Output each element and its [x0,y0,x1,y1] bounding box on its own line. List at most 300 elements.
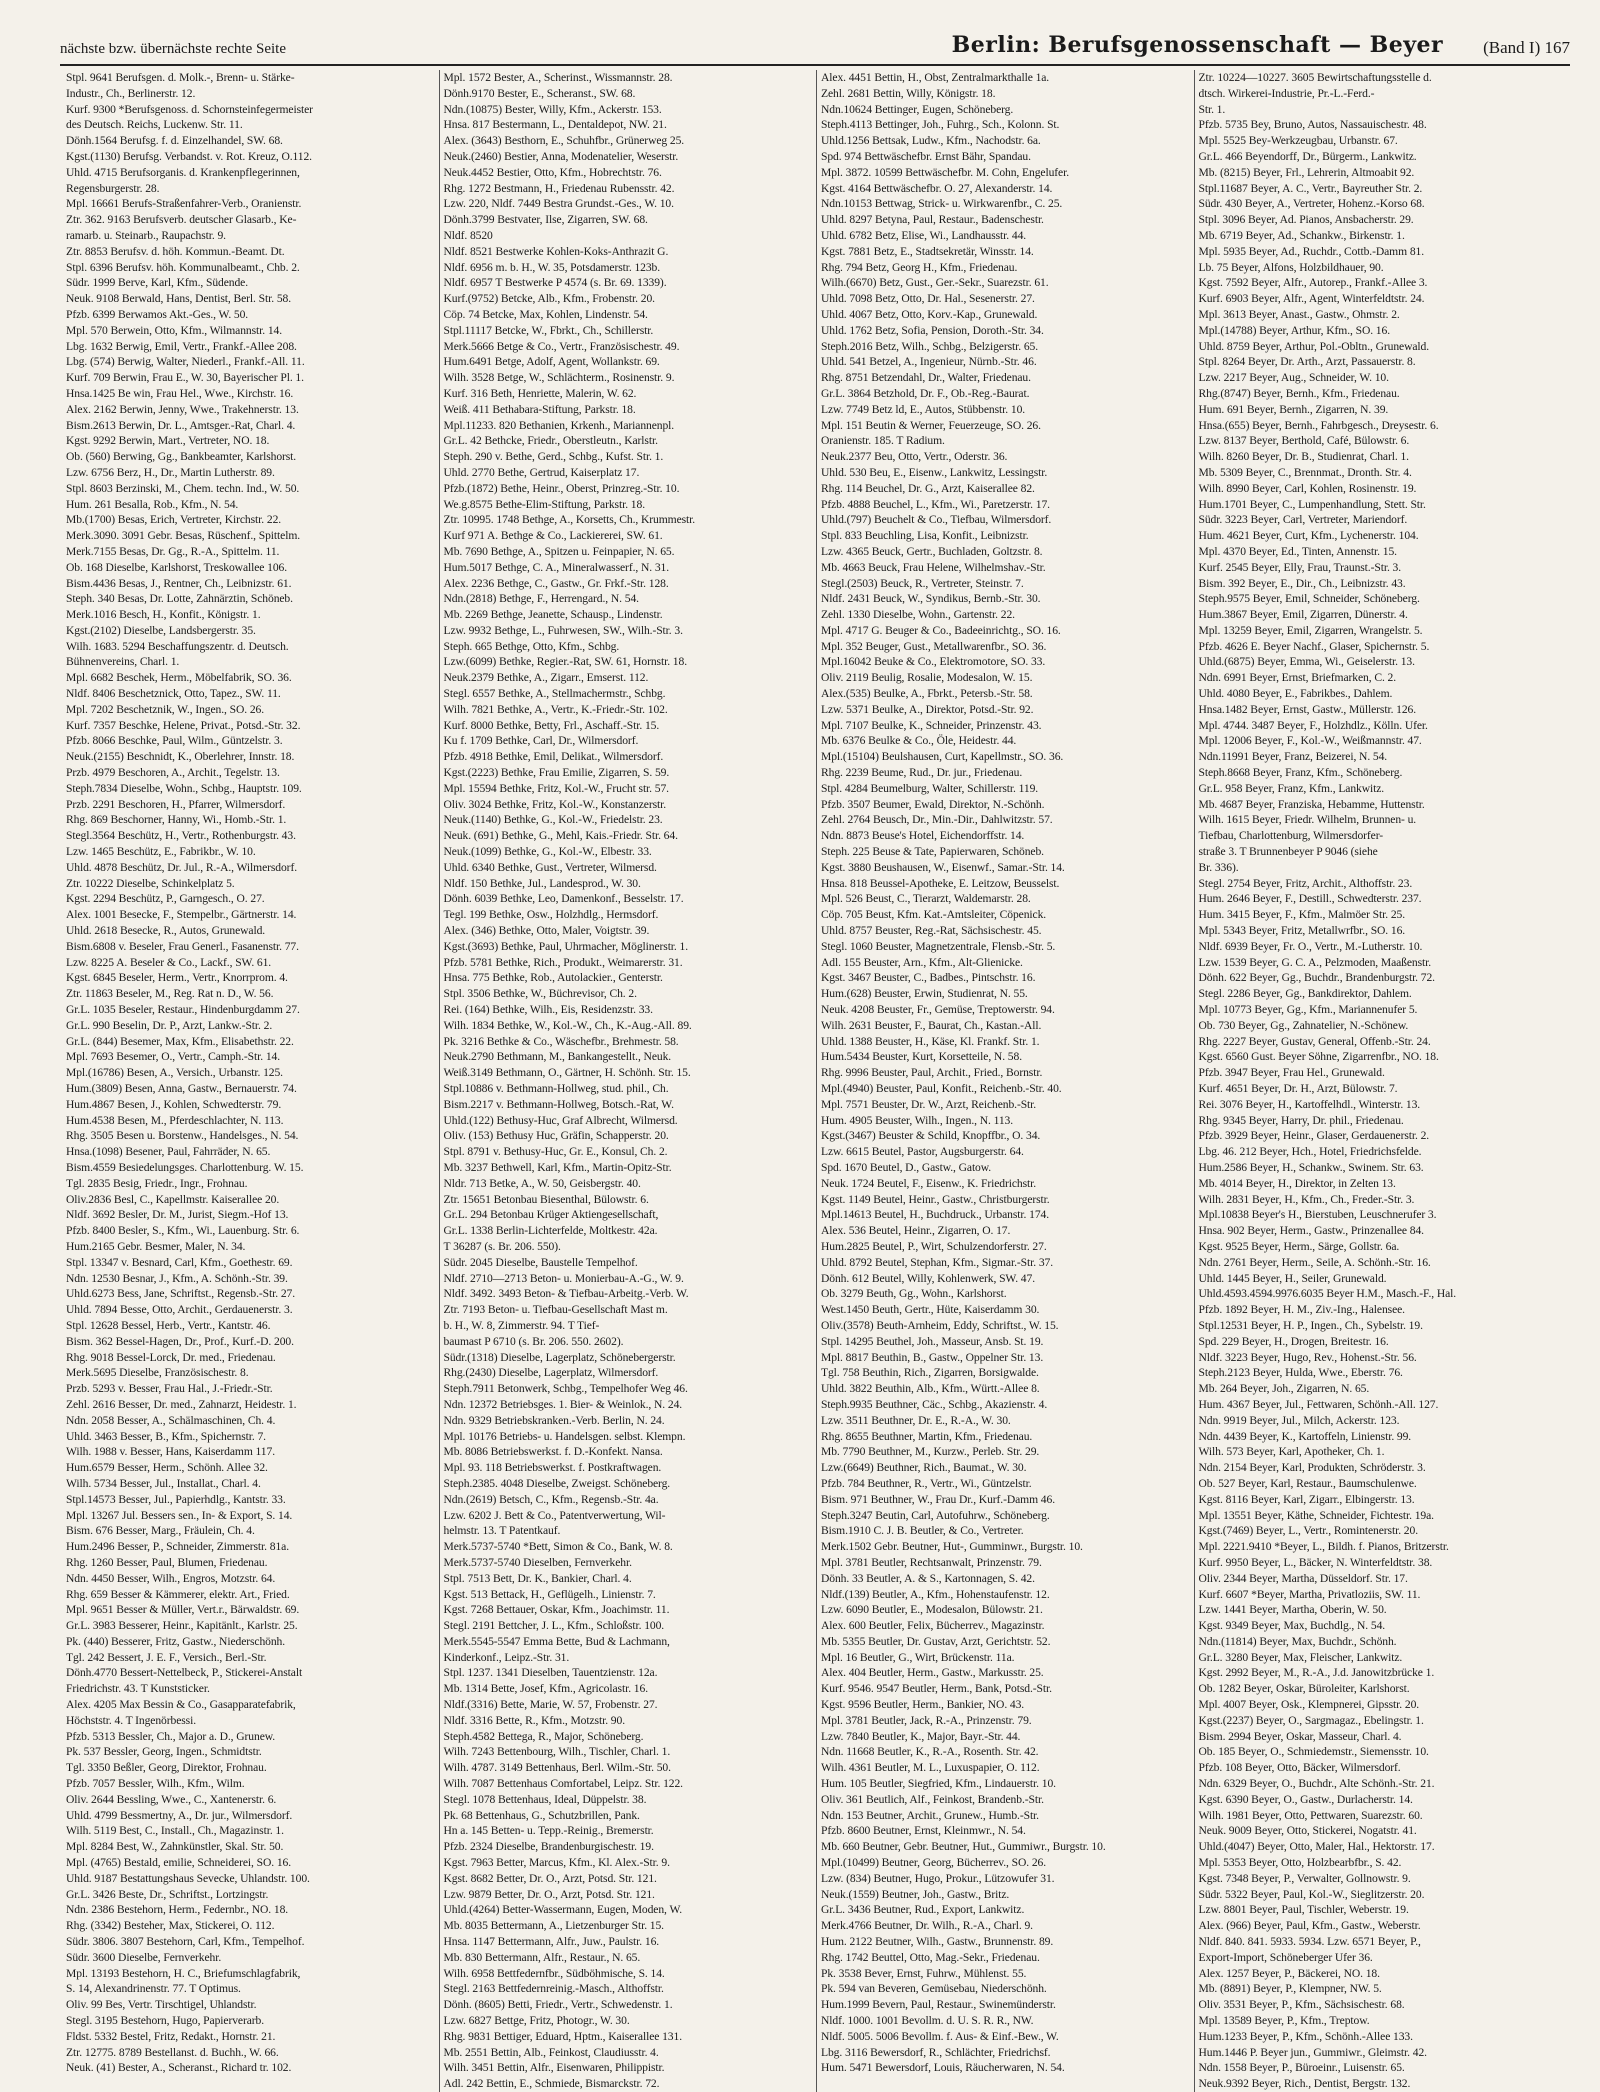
directory-entry: Dönh. 33 Beutler, A. & S., Kartonnagen, S. 42. [821,1571,1035,1585]
directory-entry: Pk. 68 Bettenhaus, G., Schutzbrillen, Pank. [443,1808,640,1822]
directory-entry: Rhg. 2239 Beume, Rud., Dr. jur., Friedenau. [821,766,1023,780]
directory-entry: Uhld. 4878 Beschütz, Dr. Jul., R.-A., Wilmersdorf. [66,860,298,874]
directory-entry: Przb. 4979 Beschoren, A., Archit., Tegelstr. 13. [66,766,280,780]
directory-entry: Oliv. 99 Bes, Vertr. Tirschtigel, Uhlandstr. [66,1998,257,2012]
directory-entry: Lzw. 4365 Beuck, Gertr., Buchladen, Goltzstr. 8. [821,544,1043,558]
directory-entry: Weiß.3149 Bethmann, O., Gärtner, H. Schönh. Str. 15. [443,1066,691,1080]
directory-entry: Ztr. 10995. 1748 Bethge, A., Korsetts, Ch., Krummestr. [443,513,696,527]
directory-entry: Mpl. 13267 Jul. Bessers sen., In- & Export, S. 14. [66,1508,293,1522]
directory-entry: Alex. (3643) Besthorn, E., Schuhfbr., Grünerweg 25. [443,134,685,148]
directory-entry: Ndn. 2058 Besser, A., Schälmaschinen, Ch. 4. [66,1413,276,1427]
directory-entry: Nldf. 5005. 5006 Bevollm. f. Aus- & Einf.-Bew., W. [821,2029,1059,2043]
directory-entry: Ztr. 10222 Dieselbe, Schinkelplatz 5. [66,876,235,890]
directory-entry: Kurf. 9546. 9547 Beutler, Herm., Bank, Potsd.-Str. [821,1682,1052,1696]
directory-entry: Lzw. 220, Nldf. 7449 Bestra Grundst.-Ges., W. 10. [443,197,674,211]
directory-entry: Ndn. 2386 Bestehorn, Herm., Federnbr., NO. 18. [66,1903,289,1917]
directory-entry: Kurf.(9752) Betcke, Alb., Kfm., Frobenstr. 20. [443,292,655,306]
directory-entry: Stpl. 8791 v. Bethusy-Huc, Gr. E., Konsul, Ch. 2. [443,1145,668,1159]
directory-entry: b. H., W. 8, Zimmerstr. 94. T Tief- [443,1318,600,1332]
directory-entry: Mpl. 9651 Besser & Müller, Vert.r., Bärwaldstr. 69. [66,1603,300,1617]
directory-entry: Nldf. 6957 T Bestwerke P 4574 (s. Br. 69. 1339). [443,276,667,290]
directory-entry: Hum.5434 Beuster, Kurt, Korsetteile, N. 58. [821,1050,1022,1064]
directory-entry: Uhld. 3822 Beuthin, Alb., Kfm., Württ.-Allee 8. [821,1382,1040,1396]
directory-entry: Neuk. 4208 Beuster, Fr., Gemüse, Treptowerstr. 94. [821,1003,1055,1017]
directory-entry: Steph. 225 Beuse & Tate, Papierwaren, Schöneb. [821,845,1044,859]
directory-entry: Stegl. 2191 Bettcher, J. L., Kfm., Schloßstr. 100. [443,1619,665,1633]
directory-entry: Wilh. 2631 Beuster, F., Baurat, Ch., Kastan.-All. [821,1018,1042,1032]
directory-entry: Pfzb. 4626 E. Beyer Nachf., Glaser, Spichernstr. 5. [1198,639,1430,653]
directory-entry: Hum. 2122 Beutner, Wilh., Gastw., Brunnenstr. 89. [821,1935,1054,1949]
directory-entry: Mpl. 4007 Beyer, Osk., Klempnerei, Gipsstr. 20. [1198,1698,1420,1712]
directory-entry: Kgst. 2294 Beschütz, P., Garngesch., O. 27. [66,892,265,906]
directory-entry: Neuk. (691) Bethke, G., Mehl, Kais.-Friedr. Str. 64. [443,829,678,843]
directory-entry: Nldf. 150 Bethke, Jul., Landesprod., W. 30. [443,876,641,890]
directory-entry: Spd. 1670 Beutel, D., Gastw., Gatow. [821,1160,992,1174]
directory-entry: ramarb. u. Steinarb., Raupachstr. 9. [66,228,226,242]
directory-entry: Uhld.1256 Bettsak, Ludw., Kfm., Nachodstr. 6a. [821,134,1041,148]
directory-entry: Bism.4436 Besas, J., Rentner, Ch., Leibnizstr. 61. [66,576,292,590]
directory-entry: Pfzb. 8066 Beschke, Paul, Wilm., Güntzelstr. 3. [66,734,283,748]
directory-entry: Neuk.2379 Bethke, A., Zigarr., Emserst. 112. [443,671,649,685]
directory-entry: Kgst. 6560 Gust. Beyer Söhne, Zigarrenfbr., NO. 18. [1198,1050,1439,1064]
directory-entry: Steph. 665 Bethge, Otto, Kfm., Schbg. [443,639,620,653]
directory-entry: Pfzb. 108 Beyer, Otto, Bäcker, Wilmersdorf. [1198,1761,1401,1775]
directory-entry: Mpl. 7571 Beuster, Dr. W., Arzt, Reichenb.-Str. [821,1097,1037,1111]
directory-entry: Ztr. 7193 Beton- u. Tiefbau-Gesellschaft Mast m. [443,1303,668,1317]
directory-entry: Bism. 971 Beuthner, W., Frau Dr., Kurf.-Damm 46. [821,1492,1055,1506]
directory-entry: Kgst. 7963 Better, Marcus, Kfm., Kl. Alex.-Str. 9. [443,1856,670,1870]
directory-entry: Stegl.(2503) Beuck, R., Vertreter, Steinstr. 7. [821,576,1024,590]
directory-entry: Rhg. 794 Betz, Georg H., Kfm., Friedenau. [821,260,1018,274]
directory-entry: Lzw. 6756 Berz, H., Dr., Martin Lutherstr. 89. [66,465,275,479]
directory-entry: Ztr. 10224—10227. 3605 Bewirtschaftungsstelle d. [1198,71,1432,84]
directory-entry: Zehl. 2616 Besser, Dr. med., Zahnarzt, Heidestr. 1. [66,1397,297,1411]
directory-entry: Przb. 5293 v. Besser, Frau Hal., J.-Friedr.-Str. [66,1382,273,1396]
directory-entry: Uhld. 7894 Besse, Otto, Archit., Gerdauenerstr. 3. [66,1303,293,1317]
directory-entry: Hum.6579 Besser, Herm., Schönh. Allee 32. [66,1461,268,1475]
directory-entry: Pfzb. 2324 Dieselbe, Brandenburgischestr. 19. [443,1840,654,1854]
directory-entry: Ztr. 15651 Betonbau Biesenthal, Bülowstr. 6. [443,1192,649,1206]
directory-entry: Mb. 5309 Beyer, C., Brennmat., Dronth. Str. 4. [1198,465,1412,479]
directory-entry: Stegl. 3195 Bestehorn, Hugo, Papierverarb. [66,2014,265,2028]
directory-entry: Tgl. 2835 Besig, Friedr., Ingr., Frohnau. [66,1176,248,1190]
directory-entry: Nldf. 3223 Beyer, Hugo, Rev., Hohenst.-Str. 56. [1198,1350,1417,1364]
directory-entry: Gr.L. 294 Betonbau Krüger Aktiengesellschaft, [443,1208,659,1222]
directory-entry: Mpl. 16 Beutler, G., Wirt, Brückenstr. 11a. [821,1650,1015,1664]
directory-entry: Ku f. 1709 Bethke, Carl, Dr., Wilmersdorf. [443,734,639,748]
directory-entry: Hum.4867 Besen, J., Kohlen, Schwedterstr. 79. [66,1097,282,1111]
directory-entry: Stegl. 1078 Bettenhaus, Ideal, Düppelstr. 38. [443,1792,647,1806]
directory-entry: Gr.L. 466 Beyendorff, Dr., Bürgerm., Lankwitz. [1198,149,1417,163]
directory-entry: Ob. (560) Berwing, Gg., Bankbeamter, Karlshorst. [66,450,297,464]
directory-entry: Mpl. (4765) Bestald, emilie, Schneiderei, SO. 16. [66,1856,292,1870]
directory-entry: Stpl. 3506 Bethke, W., Büchrevisor, Ch. 2. [443,987,637,1001]
directory-entry: Wilh. 1615 Beyer, Friedr. Wilhelm, Brunnen- u. [1198,813,1417,827]
directory-entry: Tiefbau, Charlottenburg, Wilmersdorfer- [1198,829,1384,843]
directory-entry: Ndn.(2818) Bethge, F., Herrengard., N. 54. [443,592,639,606]
directory-entry: Steph.3247 Beutin, Carl, Autofuhrw., Schöneberg. [821,1508,1050,1522]
directory-entry: Alex. (346) Bethke, Otto, Maler, Voigtstr. 39. [443,924,650,938]
directory-entry: Kgst. 9596 Beutler, Herm., Bankier, NO. 43. [821,1698,1025,1712]
directory-entry: Mpl. 12006 Beyer, F., Kol.-W., Weißmannstr. 47. [1198,734,1422,748]
directory-entry: Hum.1233 Beyer, P., Kfm., Schönh.-Allee 133. [1198,2029,1413,2043]
directory-entry: Kurf. 9950 Beyer, L., Bäcker, N. Winterfeldtstr. 38. [1198,1555,1433,1569]
directory-entry: Hum.3867 Beyer, Emil, Zigarren, Dünerstr. 4. [1198,608,1408,622]
directory-entry: Nldf. 8521 Bestwerke Kohlen-Koks-Anthrazit G. [443,244,669,258]
directory-entry: Oliv.(3578) Beuth-Arnheim, Eddy, Schriftst., W. 15. [821,1318,1059,1332]
directory-entry: Kgst. 1149 Beutel, Heinr., Gastw., Christburgerstr. [821,1192,1050,1206]
directory-entry: Uhld. 541 Betzel, A., Ingenieur, Nürnb.-Str. 46. [821,355,1037,369]
directory-entry: Uhld.6273 Bess, Jane, Schriftst., Regensb.-Str. 27. [66,1287,296,1301]
directory-entry: Gr.L. 1338 Berlin-Lichterfelde, Moltkestr. 42a. [443,1224,658,1238]
directory-entry: Hum.5017 Bethge, C. A., Mineralwasserf., N. 31. [443,560,670,574]
directory-entry: Pfzb. 4918 Bethke, Emil, Delikat., Wilmersdorf. [443,750,664,764]
directory-entry: Wilh. 3528 Betge, W., Schlächterm., Rosinenstr. 9. [443,371,675,385]
directory-entry: Stegl. 6557 Bethke, A., Stellmachermstr., Schbg. [443,687,666,701]
directory-entry: Kurf. 6607 *Beyer, Martha, Privatloziis, SW. 11. [1198,1587,1421,1601]
directory-entry: Kgst. 7881 Betz, E., Stadtsekretär, Winsstr. 14. [821,244,1034,258]
page-reference [1483,38,1570,58]
directory-entry: Cöp. 705 Beust, Kfm. Kat.-Amtsleiter, Cöpenick. [821,908,1047,922]
directory-entry: Mb. 4663 Beuck, Frau Helene, Wilhelmshav.-Str. [821,560,1046,574]
directory-entry: Zehl. 2764 Beusch, Dr., Min.-Dir., Dahlwitzstr. 57. [821,813,1053,827]
directory-entry: Hum.(3809) Besen, Anna, Gastw., Bernauerstr. 74. [66,1082,297,1095]
directory-entry: Kurf. 2545 Beyer, Elly, Frau, Traunst.-Str. 3. [1198,560,1402,574]
directory-entry: Lzw. 3511 Beuthner, Dr. E., R.-A., W. 30. [821,1413,1011,1427]
directory-entry: baumast P 6710 (s. Br. 206. 550. 2602). [443,1334,624,1348]
directory-entry: Ndn. 4439 Beyer, K., Kartoffeln, Linienstr. 99. [1198,1429,1412,1443]
directory-entry: Ndn. 1558 Beyer, P., Büroeinr., Luisenstr. 65. [1198,2061,1405,2075]
directory-entry: Hnsa.(1098) Besener, Paul, Fahrräder, N. 65. [66,1145,271,1159]
directory-entry: Rhg. (3342) Besteher, Max, Stickerei, O. 112. [66,1919,275,1933]
directory-entry: Br. 336). [1198,860,1239,874]
directory-entry: Uhld. 9187 Bestattungshaus Sevecke, Uhlandstr. 100. [66,1871,310,1885]
directory-entry: Stpl. 13347 v. Besnard, Carl, Kfm., Goethestr. 69. [66,1255,293,1269]
directory-entry: Alex. 1257 Beyer, P., Bäckerei, NO. 18. [1198,1966,1380,1980]
directory-entry: Pfzb. 784 Beuthner, R., Vertr., Wi., Güntzelstr. [821,1476,1032,1490]
directory-entry: Lzw. 1465 Beschütz, E., Fabrikbr., W. 10. [66,845,256,859]
directory-entry: Mpl. 5343 Beyer, Fritz, Metallwrfbr., SO. 16. [1198,924,1406,938]
directory-entry: Gr.L. 3426 Beste, Dr., Schriftst., Lortzingstr. [66,1887,269,1901]
directory-entry: Nldf. 3692 Besler, Dr. M., Jurist, Siegm.-Hof 13. [66,1208,289,1222]
directory-entry: Mpl. 4370 Beyer, Ed., Tinten, Annenstr. 15. [1198,544,1397,558]
directory-entry: Uhld. 530 Beu, E., Eisenw., Lankwitz, Lessingstr. [821,465,1048,479]
directory-entry: Lbg. 46. 212 Beyer, Hch., Hotel, Friedrichsfelde. [1198,1145,1422,1159]
directory-entry: Pfzb. 3507 Beumer, Ewald, Direktor, N.-Schönh. [821,797,1045,811]
directory-entry: Pk. 3216 Bethke & Co., Wäschefbr., Brehmestr. 58. [443,1034,679,1048]
directory-entry: Uhld. 6782 Betz, Elise, Wi., Landhausstr. 44. [821,228,1027,242]
directory-entry: Hum.6491 Betge, Adolf, Agent, Wollankstr. 69. [443,355,660,369]
directory-entry: Dönh. 622 Beyer, Gg., Buchdr., Brandenburgstr. 72. [1198,971,1435,985]
directory-entry: Stpl. 14295 Beuthel, Joh., Masseur, Ansb. St. 19. [821,1334,1044,1348]
directory-entry: Mpl.(15104) Beulshausen, Curt, Kapellmstr., SO. 36. [821,750,1064,764]
directory-entry: Hnsa. 818 Beussel-Apotheke, E. Leitzow, Beusselst. [821,876,1060,890]
directory-entry: Uhld. 4080 Beyer, E., Fabrikbes., Dahlem. [1198,687,1393,701]
directory-entry: Mb. 8035 Bettermann, A., Lietzenburger Str. 15. [443,1919,664,1933]
directory-entry: Nldf. 3492. 3493 Beton- & Tiefbau-Arbeitg.-Verb. W. [443,1287,689,1301]
directory-entry: Mpl.16042 Beuke & Co., Elektromotore, SO. 33. [821,655,1046,669]
directory-entry: Südr. 1999 Berve, Karl, Kfm., Südende. [66,276,248,290]
directory-entry: Kurf. 4651 Beyer, Dr. H., Arzt, Bülowstr. 7. [1198,1082,1398,1095]
directory-entry: Uhld. 2770 Bethe, Gertrud, Kaiserplatz 17. [443,465,640,479]
directory-entry: Mpl. 13193 Bestehorn, H. C., Briefumschlagfabrik, [66,1966,301,1980]
header-right-group [952,32,1570,58]
directory-entry: Lzw. 9879 Better, Dr. O., Arzt, Potsd. Str. 121. [443,1887,655,1901]
directory-entry: Stegl. 2163 Bettfedernreinig.-Masch., Althoffstr. [443,1982,664,1996]
directory-entry: Mpl. 3781 Beutler, Jack, R.-A., Prinzenstr. 79. [821,1713,1032,1727]
directory-entry: Ndn. 12372 Betriebsges. 1. Bier- & Weinlok., N. 24. [443,1397,683,1411]
directory-entry: Wilh. 2831 Beyer, H., Kfm., Ch., Freder.-Str. 3. [1198,1192,1415,1206]
directory-entry: Dönh. 6039 Bethke, Leo, Damenkonf., Besselstr. 17. [443,892,684,906]
directory-entry: Lzw. 1441 Beyer, Martha, Oberin, W. 50. [1198,1603,1387,1617]
directory-entry: Mb. 7790 Beuthner, M., Kurzw., Perleb. Str. 29. [821,1445,1040,1459]
directory-entry: Hum. 2646 Beyer, F., Destill., Schwedterstr. 237. [1198,892,1422,906]
directory-entry: Rhg. 869 Beschorner, Hanny, Wi., Homb.-Str. 1. [66,813,287,827]
directory-entry: Rhg. 114 Beuchel, Dr. G., Arzt, Kaiserallee 82. [821,481,1035,495]
directory-entry: Nldf. 6939 Beyer, Fr. O., Vertr., M.-Lutherstr. 10. [1198,939,1423,953]
directory-entry: Alex. 600 Beutler, Felix, Bücherrev., Magazinstr. [821,1619,1045,1633]
directory-entry: Stpl.12531 Beyer, H. P., Ingen., Ch., Sybelstr. 19. [1198,1318,1423,1332]
directory-entry: Zehl. 1330 Dieselbe, Wohn., Gartenstr. 22. [821,608,1015,622]
directory-entry: Lzw. 8801 Beyer, Paul, Tischler, Weberstr. 19. [1198,1903,1409,1917]
directory-entry: Mpl. 5935 Beyer, Ad., Ruchdr., Cottb.-Damm 81. [1198,244,1425,258]
directory-entry: Wilh. 1834 Bethke, W., Kol.-W., Ch., K.-Aug.-All. 89. [443,1018,692,1032]
directory-entry: Lzw. 6615 Beutel, Pastor, Augsburgerstr. 64. [821,1145,1024,1159]
directory-entry: Uhld. 1388 Beuster, H., Käse, Kl. Frankf. Str. 1. [821,1034,1040,1048]
directory-entry: Kurf. 316 Beth, Henriette, Malerin, W. 62. [443,386,637,400]
directory-entry: Tgl. 758 Beuthin, Rich., Zigarren, Borsigwalde. [821,1366,1039,1380]
directory-entry: Kgst. 513 Bettack, H., Geflügelh., Linienstr. 7. [443,1587,656,1601]
directory-entry: Merk.5695 Dieselbe, Französischestr. 8. [66,1366,249,1380]
directory-entry: Mb. 4014 Beyer, H., Direktor, in Zelten 13. [1198,1176,1396,1190]
directory-entry: Neuk. 9009 Beyer, Otto, Stickerei, Nogatstr. 41. [1198,1824,1417,1838]
directory-entry: Regensburgerstr. 28. [66,181,160,195]
directory-entry: Gr.L. 3436 Beutner, Rud., Export, Lankwitz. [821,1903,1025,1917]
directory-entry: Ndn. 8873 Beuse's Hotel, Eichendorffstr. 14. [821,829,1025,843]
directory-entry: Mpl. 10773 Beyer, Gg., Kfm., Mariannenufer 5. [1198,1003,1418,1017]
column-1 [62,70,440,2092]
directory-entry: Mb. 2551 Bettin, Alb., Feinkost, Claudiusstr. 4. [443,2045,659,2059]
directory-entry: Uhld.(4264) Better-Wassermann, Eugen, Moden, W. [443,1903,683,1917]
directory-entry: Lzw. 5371 Beulke, A., Direktor, Potsd.-Str. 92. [821,702,1034,716]
directory-entry: Pfzb. 8600 Beutner, Ernst, Kleinmwr., N. 54. [821,1824,1026,1838]
directory-entry: Ndn.(10875) Bester, Willy, Kfm., Ackerstr. 153. [443,102,662,116]
directory-entry: Steph.8668 Beyer, Franz, Kfm., Schöneberg. [1198,766,1403,780]
directory-entry: Neuk.4452 Bestier, Otto, Kfm., Hobrechtstr. 76. [443,165,662,179]
directory-entry: Pk. 537 Bessler, Georg, Ingen., Schmidtstr. [66,1745,262,1759]
directory-entry: We.g.8575 Bethe-Elim-Stiftung, Parkstr. 18. [443,497,645,511]
directory-entry: Mpl. 3781 Beutler, Rechtsanwalt, Prinzenstr. 79. [821,1555,1042,1569]
directory-entry: Bism. 676 Besser, Marg., Fräulein, Ch. 4. [66,1524,255,1538]
directory-entry: Steph. 340 Besas, Dr. Lotte, Zahnärztin, Schöneb. [66,592,293,606]
directory-entry: Merk.5737-5740 Dieselben, Fernverkehr. [443,1555,632,1569]
directory-entry: Lzw. 7840 Beutler, K., Major, Bayr.-Str. 44. [821,1729,1021,1743]
directory-entry: Kgst. 8116 Beyer, Karl, Zigarr., Elbingerstr. 13. [1198,1492,1415,1506]
directory-entry: Uhld. 1762 Betz, Sofia, Pension, Doroth.-Str. 34. [821,323,1044,337]
directory-entry: Lbg. 1632 Berwig, Emil, Vertr., Frankf.-Allee 208. [66,339,297,353]
directory-entry: Mb. 1314 Bette, Josef, Kfm., Agricolastr. 16. [443,1682,648,1696]
directory-entry: Höchststr. 4. T Ingenörbessi. [66,1713,196,1727]
directory-entry: Wilh. 5119 Best, C., Install., Ch., Magazinstr. 1. [66,1824,284,1838]
directory-entry: Mpl. 15594 Bethke, Fritz, Kol.-W., Frucht str. 57. [443,781,669,795]
directory-entry: Pfzb. 1892 Beyer, H. M., Ziv.-Ing., Halensee. [1198,1303,1405,1317]
directory-entry: Wilh. 4361 Beutler, M. L., Luxuspapier, O. 112. [821,1761,1040,1775]
directory-entry: Bism. 362 Bessel-Hagen, Dr., Prof., Kurf.-D. 200. [66,1334,294,1348]
directory-entry: Wilh. 7087 Bettenhaus Comfortabel, Leipz. Str. 122. [443,1777,683,1791]
directory-entry: Kurf. 9300 *Berufsgenoss. d. Schornsteinfegermeister [66,102,313,116]
directory-entry: Lzw. 9932 Bethge, L., Fuhrwesen, SW., Wilh.-Str. 3. [443,623,683,637]
directory-entry: Kgst. 3467 Beuster, C., Badbes., Pintschstr. 16. [821,971,1036,985]
directory-entry: Mpl. 13259 Beyer, Emil, Zigarren, Wrangelstr. 5. [1198,623,1423,637]
directory-entry: Hum.1701 Beyer, C., Lumpenhandlung, Stett. Str. [1198,497,1426,511]
directory-entry: Gr.L. 3280 Beyer, Max, Fleischer, Lankwitz. [1198,1650,1403,1664]
directory-entry: Neuk.(1140) Bethke, G., Kol.-W., Friedelstr. 23. [443,813,663,827]
directory-entry: Oliv. 2644 Bessling, Wwe., C., Xantenerstr. 6. [66,1792,277,1806]
directory-entry: Wilh. 573 Beyer, Karl, Apotheker, Ch. 1. [1198,1445,1385,1459]
directory-entry: Ob. 185 Beyer, O., Schmiedemstr., Siemensstr. 10. [1198,1745,1429,1759]
directory-entry: Friedrichstr. 43. T Kunststicker. [66,1682,210,1696]
directory-entry: Wilh. 7243 Bettenbourg, Wilh., Tischler, Charl. 1. [443,1745,671,1759]
directory-entry: Mpl. 4717 G. Beuger & Co., Badeeinrichtg., SO. 16. [821,623,1061,637]
directory-entry: Uhld. 8297 Betyna, Paul, Restaur., Badenschestr. [821,213,1044,227]
directory-entry: Ndn.10624 Bettinger, Eugen, Schöneberg. [821,102,1014,116]
directory-entry: Kgst. 6390 Beyer, O., Gastw., Durlacherstr. 14. [1198,1792,1413,1806]
directory-entry: Nldf. 1000. 1001 Bevollm. d. U. S. R. R., NW. [821,2014,1034,2028]
directory-entry: Tgl. 3350 Beßler, Georg, Direktor, Frohnau. [66,1761,267,1775]
directory-entry: Bühnenvereins, Charl. 1. [66,655,180,669]
directory-entry: Lb. 75 Beyer, Alfons, Holzbildhauer, 90. [1198,260,1384,274]
directory-entry: Neuk. (41) Bester, A., Scheranst., Richard tr. 102. [66,2061,292,2075]
directory-entry: Hnsa.1482 Beyer, Ernst, Gastw., Müllerstr. 126. [1198,702,1417,716]
directory-entry: Uhld.(797) Beuchelt & Co., Tiefbau, Wilmersdorf. [821,513,1052,527]
directory-entry: Bism.4559 Besiedelungsges. Charlottenburg. W. 15. [66,1160,304,1174]
directory-entry: Pfzb. 5781 Bethke, Rich., Produkt., Weimarerstr. 31. [443,955,683,969]
directory-entry: Kgst. 9349 Beyer, Max, Buchdlg., N. 54. [1198,1619,1386,1633]
directory-entry: Nldr. 713 Betke, A., W. 50, Geisbergstr. 40. [443,1176,641,1190]
directory-entry: Kgst. 7348 Beyer, P., Verwalter, Gollnowstr. 9. [1198,1871,1411,1885]
directory-entry: Ndn. 12530 Besnar, J., Kfm., A. Schönh.-Str. 39. [66,1271,288,1285]
directory-entry: Mpl. 526 Beust, C., Tierarzt, Waldemarstr. 28. [821,892,1031,906]
directory-entry: Mb. 660 Beutner, Gebr. Beutner, Hut., Gummiwr., Burgstr. 10. [821,1840,1106,1854]
directory-entry: Pfzb. 4888 Beuchel, L., Kfm., Wi., Paretzerstr. 17. [821,497,1050,511]
directory-entry: Nldf. 2710—2713 Beton- u. Monierbau-A.-G., W. 9. [443,1271,684,1285]
directory-entry: Steph.9935 Beuthner, Cäc., Schbg., Akazienstr. 4. [821,1397,1048,1411]
directory-entry: Kgst. 7592 Beyer, Alfr., Autorep., Frankf.-Allee 3. [1198,276,1428,290]
directory-entry: Mpl. 8284 Best, W., Zahnkünstler, Skal. Str. 50. [66,1840,284,1854]
directory-entry: Nldf.(3316) Bette, Marie, W. 57, Frobenstr. 27. [443,1698,658,1712]
directory-entry: Rhg. 3505 Besen u. Borstenw., Handelsges., N. 54. [66,1129,299,1143]
directory-entry: Kurf. 6903 Beyer, Alfr., Agent, Winterfeldtstr. 24. [1198,292,1425,306]
directory-entry: Dönh. 612 Beutel, Willy, Kohlenwerk, SW. 47. [821,1271,1036,1285]
directory-entry: Nldf. 3316 Bette, R., Kfm., Motzstr. 90. [443,1713,625,1727]
directory-entry: Bism. 392 Beyer, E., Dir., Ch., Leibnizstr. 43. [1198,576,1406,590]
directory-entry: Lzw.(6649) Beuthner, Rich., Baumat., W. 30. [821,1461,1027,1475]
directory-entry: Uhld. 8759 Beyer, Arthur, Pol.-Obltn., Grunewald. [1198,339,1430,353]
directory-entry: Oliv.2836 Besl, C., Kapellmstr. Kaiserallee 20. [66,1192,280,1206]
directory-entry: des Deutsch. Reichs, Luckenw. Str. 11. [66,118,243,132]
directory-entry: Stegl. 1060 Beuster, Magnetzentrale, Flensb.-Str. 5. [821,939,1056,953]
directory-entry: Hum. 3415 Beyer, F., Kfm., Malmöer Str. 25. [1198,908,1406,922]
directory-entry: Alex.(535) Beulke, A., Fbrkt., Petersb.-Str. 58. [821,687,1033,701]
directory-entry: Merk.4766 Beutner, Dr. Wilh., R.-A., Charl. 9. [821,1919,1033,1933]
directory-entry: Uhld. 8792 Beutel, Stephan, Kfm., Sigmar.-Str. 37. [821,1255,1054,1269]
directory-entry: Tgl. 242 Bessert, J. E. F., Versich., Berl.-Str. [66,1650,267,1664]
directory-entry: Uhld. 4067 Betz, Otto, Korv.-Kap., Grunewald. [821,307,1038,321]
directory-entry: Stegl. 2286 Beyer, Gg., Bankdirektor, Dahlem. [1198,987,1412,1001]
directory-entry: Mpl. 16661 Berufs-Straßenfahrer-Verb., Oranienstr. [66,197,302,211]
directory-entry: Mpl.(14788) Beyer, Arthur, Kfm., SO. 16. [1198,323,1391,337]
directory-entry: S. 14, Alexandrinenstr. 77. T Optimus. [66,1982,241,1996]
directory-entry: Mb. 264 Beyer, Joh., Zigarren, N. 65. [1198,1382,1370,1396]
directory-entry: Hum. 691 Beyer, Bernh., Zigarren, N. 39. [1198,402,1389,416]
directory-entry: Ndn.(2619) Betsch, C., Kfm., Regensb.-Str. 4a. [443,1492,659,1506]
directory-entry: Rhg.(2430) Dieselbe, Lagerplatz, Wilmersdorf. [443,1366,659,1380]
directory-entry: Wilh. 1981 Beyer, Otto, Pettwaren, Suarezstr. 60. [1198,1808,1423,1822]
directory-entry: Nldf. 8406 Beschetznick, Otto, Tapez., SW. 11. [66,687,281,701]
directory-entry: Wilh. 6958 Bettfedernfbr., Südböhmische, S. 14. [443,1966,665,1980]
directory-entry: Nldf. 8520 [443,228,493,242]
directory-entry: Alex. 536 Beutel, Heinr., Zigarren, O. 17. [821,1224,1011,1238]
directory-entry: Mb. 4687 Beyer, Franziska, Hebamme, Huttenstr. [1198,797,1425,811]
directory-entry: Hum.(628) Beuster, Erwin, Studienrat, N. 55. [821,987,1028,1001]
directory-entry: Wilh. 5734 Besser, Jul., Installat., Charl. 4. [66,1476,261,1490]
directory-entry: Wilh. 8260 Beyer, Dr. B., Studienrat, Charl. 1. [1198,450,1409,464]
directory-entry: Mpl. 5353 Beyer, Otto, Holzbearbfbr., S. 42. [1198,1856,1402,1870]
directory-entry: Mpl. 6682 Beschek, Herm., Möbelfabrik, SO. 36. [66,671,292,685]
directory-entry: Uhld. 8757 Beuster, Reg.-Rat, Sächsischestr. 45. [821,924,1042,938]
directory-entry: Uhld.(122) Bethusy-Huc, Graf Albrecht, Wilmersd. [443,1113,678,1127]
directory-entry: Merk.1502 Gebr. Beutner, Hut-, Gumminwr., Burgstr. 10. [821,1540,1083,1554]
directory-entry: Mpl. 3872. 10599 Bettwäschefbr. M. Cohn, Engelufer. [821,165,1069,179]
directory-entry: Südr. 430 Beyer, A., Vertreter, Hohenz.-Korso 68. [1198,197,1425,211]
directory-entry: Alex. 1001 Besecke, F., Stempelbr., Gärtnerstr. 14. [66,908,297,922]
directory-entry: Merk.3090. 3091 Gebr. Besas, Rüschenf., Spittelm. [66,529,301,543]
directory-entry: Hum.2496 Besser, P., Schneider, Zimmerstr. 81a. [66,1540,289,1554]
directory-entry: Mpl. 3613 Beyer, Anast., Gastw., Ohmstr. 2. [1198,307,1400,321]
directory-entry: Spd. 229 Beyer, H., Drogen, Breitestr. 16. [1198,1334,1389,1348]
directory-entry: Adl. 155 Beuster, Arn., Kfm., Alt-Glienicke. [821,955,1023,969]
directory-entry: Ztr. 12775. 8789 Bestellanst. d. Buchh., W. 66. [66,2045,279,2059]
directory-entry: Mpl. 4744. 3487 Beyer, F., Holzhdlz., Kölln. Ufer. [1198,718,1428,732]
directory-entry: Ndn. 2761 Beyer, Herm., Seile, A. Schönh.-Str. 16. [1198,1255,1431,1269]
directory-entry: Stpl. 4284 Beumelburg, Walter, Schillerstr. 119. [821,781,1039,795]
directory-entry: Hum.2165 Gebr. Besmer, Maler, N. 34. [66,1239,246,1253]
directory-entry: Pfzb. 5735 Bey, Bruno, Autos, Nassauischestr. 48. [1198,118,1427,132]
directory-entry: Rhg. 1260 Besser, Paul, Blumen, Friedenau. [66,1555,268,1569]
directory-entry: Alex. 2236 Bethge, C., Gastw., Gr. Frkf.-Str. 128. [443,576,669,590]
directory-entry: Stpl. 8264 Beyer, Dr. Arth., Arzt, Passauerstr. 8. [1198,355,1416,369]
directory-entry: Neuk.9392 Beyer, Rich., Dentist, Bergstr. 132. [1198,2077,1411,2091]
directory-entry: Kgst.(3693) Bethke, Paul, Uhrmacher, Möglinerstr. 1. [443,939,689,953]
directory-entry: Mb. 6376 Beulke & Co., Öle, Heidestr. 44. [821,734,1017,748]
directory-entry: Ndn. 9329 Betriebskranken.-Verb. Berlin, N. 24. [443,1413,665,1427]
directory-entry: Merk.5666 Betge & Co., Vertr., Französischestr. 49. [443,339,680,353]
directory-entry: Ndn. 11668 Beutler, K., R.-A., Rosenth. Str. 42. [821,1745,1039,1759]
directory-entry: Merk.5737-5740 *Bett, Simon & Co., Bank, W. 8. [443,1540,673,1554]
directory-entry: Uhld.4593.4594.9976.6035 Beyer H.M., Masch.-F., Hal. [1198,1287,1457,1301]
directory-entry: Rhg. 2227 Beyer, Gustav, General, Offenb.-Str. 24. [1198,1034,1431,1048]
directory-entry: Steph.2385. 4048 Dieselbe, Zweigst. Schöneberg. [443,1476,671,1490]
directory-entry: Mpl. 7107 Beulke, K., Schneider, Prinzenstr. 43. [821,718,1042,732]
directory-entry: Przb. 2291 Beschoren, H., Pfarrer, Wilmersdorf. [66,797,286,811]
directory-entry: Mpl.(4940) Beuster, Paul, Konfit., Reichenb.-Str. 40. [821,1082,1062,1095]
directory-entry: Gr.L. 3983 Besserer, Heinr., Kapitänlt., Karlstr. 25. [66,1619,298,1633]
directory-entry: Südr. 2045 Dieselbe, Baustelle Tempelhof. [443,1255,638,1269]
directory-entry: Uhld.(4047) Beyer, Otto, Maler, Hal., Hektorstr. 17. [1198,1840,1435,1854]
directory-entry: Mpl. 13589 Beyer, P., Kfm., Treptow. [1198,2014,1370,2028]
directory-entry: Neuk.(2155) Beschnidt, K., Oberlehrer, Innstr. 18. [66,750,295,764]
directory-entry: Uhld. 1445 Beyer, H., Seiler, Grunewald. [1198,1271,1387,1285]
